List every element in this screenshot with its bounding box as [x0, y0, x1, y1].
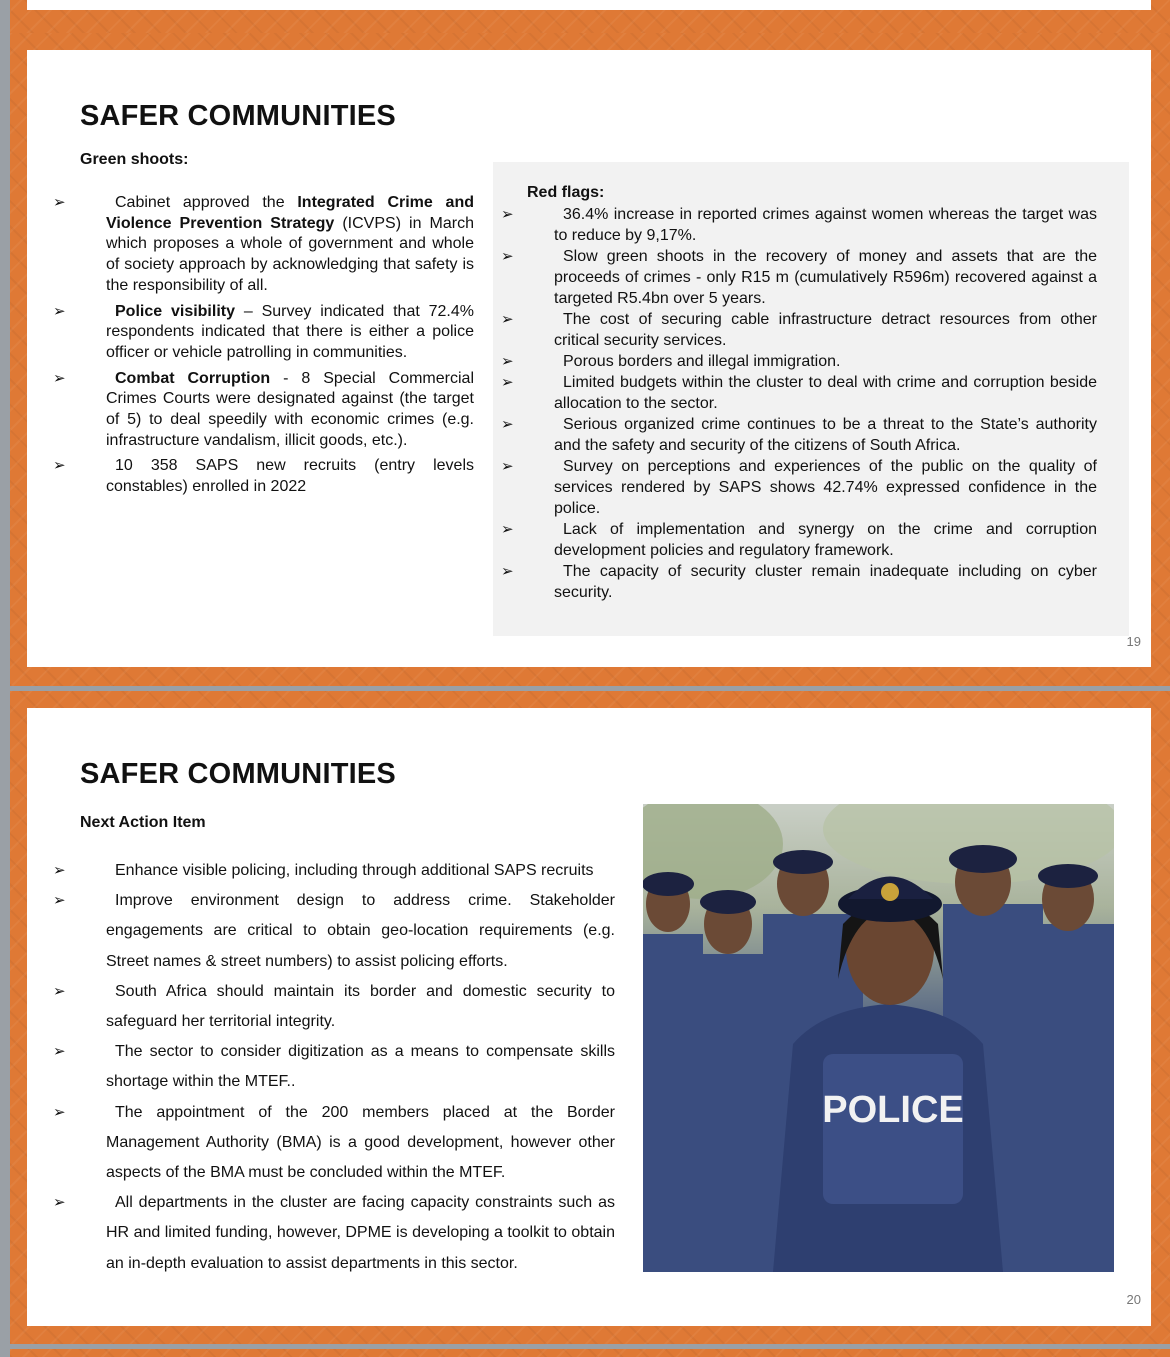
bullet-arrow-icon: ➢ [53, 1103, 66, 1121]
slide-20 [10, 691, 1170, 1344]
slide-title: SAFER COMMUNITIES [80, 758, 396, 790]
bullet-arrow-icon: ➢ [501, 206, 514, 223]
list-item: ➢ South Africa should maintain its border and domestic security to safeguard her territorial integrity. [106, 977, 615, 1037]
red-flags-heading: Red flags: [527, 184, 605, 201]
list-item: ➢ Combat Corruption - 8 Special Commercial Crimes Courts were designated against (the target of 5) to deal speedily with economic crimes (e.g. infrastructure vandalism, illicit goods, etc.). [53, 369, 474, 449]
green-shoots-heading: Green shoots: [80, 151, 189, 168]
list-item: ➢ Survey on perceptions and experiences of the public on the quality of services rendered by SAPS shows 42.74% expressed confidence in the police. [501, 458, 1097, 517]
list-item: ➢ The appointment of the 200 members placed at the Border Management Authority (BMA) is a good development, however other aspects of the BMA must be concluded within the MTEF. [106, 1098, 615, 1189]
police-officers-illustration [643, 804, 1114, 1272]
slide-19 [10, 33, 1170, 686]
bullet-arrow-icon: ➢ [53, 892, 66, 910]
list-item: ➢ Enhance visible policing, including through additional SAPS recruits [106, 856, 615, 886]
list-item: ➢ Limited budgets within the cluster to deal with crime and corruption beside allocation to the sector. [501, 374, 1097, 412]
page-number: 19 [1126, 634, 1141, 649]
bullet-arrow-icon: ➢ [53, 302, 66, 320]
red-flags-panel [493, 162, 1129, 636]
list-item: ➢ All departments in the cluster are facing capacity constraints such as HR and limited funding, however, DPME is developing a toolkit to obtain an in-depth evaluation to assist departments in this sector. [106, 1188, 615, 1279]
next-action-list [53, 856, 615, 1279]
bullet-arrow-icon: ➢ [501, 521, 514, 538]
bullet-arrow-icon: ➢ [501, 353, 514, 370]
bullet-arrow-icon: ➢ [53, 369, 66, 387]
page-number: 20 [1126, 1292, 1141, 1307]
slide-title: SAFER COMMUNITIES [80, 100, 396, 132]
list-item: ➢ 10 358 SAPS new recruits (entry levels constables) enrolled in 2022 [53, 457, 474, 496]
bullet-arrow-icon: ➢ [53, 1194, 66, 1212]
list-item: ➢ Slow green shoots in the recovery of money and assets that are the proceeds of crimes - only R15 m (cumulatively R596m) recovered against a targeted R5.4bn over 5 years. [501, 248, 1097, 307]
previous-slide-card [27, 0, 1151, 10]
slide-19-card [27, 50, 1151, 667]
bullet-arrow-icon: ➢ [53, 862, 66, 879]
list-item: ➢ 36.4% increase in reported crimes against women whereas the target was to reduce by 9,17%. [501, 206, 1097, 244]
bullet-arrow-icon: ➢ [501, 248, 514, 265]
bullet-arrow-icon: ➢ [501, 458, 514, 475]
bullet-arrow-icon: ➢ [501, 416, 514, 433]
list-item: ➢ Porous borders and illegal immigration. [501, 353, 841, 370]
bullet-arrow-icon: ➢ [53, 457, 66, 475]
red-flags-list [501, 204, 1097, 603]
list-item: ➢ Lack of implementation and synergy on the crime and corruption development policies and regulatory framework. [501, 521, 1097, 559]
vest-police-text: POLICE [822, 1089, 964, 1131]
bullet-arrow-icon: ➢ [501, 311, 514, 328]
list-item: ➢ The sector to consider digitization as a means to compensate skills shortage within the MTEF.. [106, 1037, 615, 1097]
bullet-arrow-icon: ➢ [501, 374, 514, 391]
bullet-arrow-icon: ➢ [53, 194, 66, 211]
green-shoots-list [53, 193, 474, 503]
list-item: ➢ The cost of securing cable infrastructure detract resources from other critical security services. [501, 311, 1097, 349]
list-item: ➢ Serious organized crime continues to be a threat to the State’s authority and the safety and security of the citizens of South Africa. [501, 416, 1097, 454]
bullet-arrow-icon: ➢ [53, 1043, 66, 1061]
police-officers-photo [643, 804, 1114, 1272]
list-item: ➢ Police visibility – Survey indicated that 72.4% respondents indicated that there is either a police officer or vehicle patrolling in communities. [53, 302, 474, 361]
list-item: ➢ Improve environment design to address crime. Stakeholder engagements are critical to obtain geo-location requirements (e.g. Street names & street numbers) to assist policing efforts. [106, 886, 615, 977]
next-action-heading: Next Action Item [80, 814, 206, 831]
slide-20-card [27, 708, 1151, 1326]
next-slide-edge [10, 1349, 1170, 1357]
bullet-arrow-icon: ➢ [53, 982, 66, 1000]
previous-slide-edge [10, 0, 1170, 37]
list-item: ➢ The capacity of security cluster remain inadequate including on cyber security. [501, 563, 1097, 601]
list-item: ➢ Cabinet approved the Integrated Crime and Violence Prevention Strategy (ICVPS) in March which proposes a whole of government and whole of society approach by acknowledging that safety is the responsibility of all. [53, 194, 474, 294]
bullet-arrow-icon: ➢ [501, 563, 514, 580]
